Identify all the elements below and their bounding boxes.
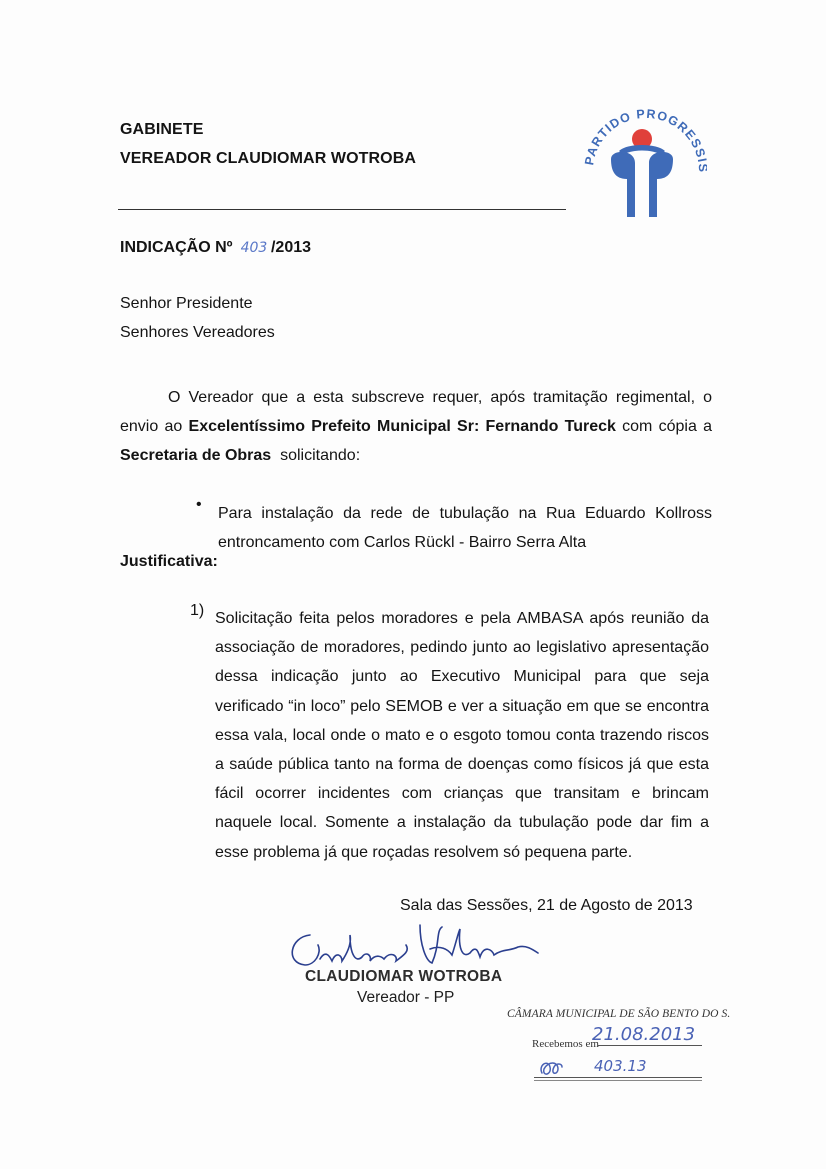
header-gabinete: GABINETE [120,121,204,138]
bullet-marker: • [196,496,202,513]
logo-left-shape [611,152,635,217]
salutation-president: Senhor Presidente [120,295,253,312]
justificativa-text: Solicitação feita pelos moradores e pela AMBASA após reunião da associação de moradores, pedindo junto ao legislativo apresentação dessa indicação junto ao Executivo Municipal para que seja verificado “in loco” pelo SEMOB e ver a situação em que se encontra essa vala, local onde o mato e o esgoto tomou conta trazendo riscos a saúde pública tanto na forma de doenças como físicos já que esta fácil ocorrer incidentes com crianças que transitam e brincam naquele local. Somente a instalação da tubulação pode dar fim a esse problema já que roçadas resolvem só pequena parte. [215,610,709,861]
signature-role: Vereador - PP [357,989,455,1006]
request-text-e: solicitando: [271,447,361,464]
stamp-initials [536,1055,566,1079]
request-text-c: com cópia a [615,418,712,435]
logo-text-left: PARTIDO [582,109,634,167]
justificativa-title: Justificativa: [120,553,218,570]
request-text-a: O Vereador que a esta subscreve requer, após tramitação regimental, o envio ao [120,389,712,435]
stamp-title: CÂMARA MUNICIPAL DE SÃO BENTO DO S. [507,1008,731,1020]
request-recipient: Excelentíssimo Prefeito Municipal Sr: Fernando Tureck [188,418,616,435]
party-logo [575,99,707,225]
justificativa-number: 1) [190,602,205,619]
logo-right-shape [649,152,673,217]
header-divider [118,209,566,210]
stamp-received-label: Recebemos em [532,1038,599,1050]
stamp-received-date: 21.08.2013 [592,1024,696,1045]
indicacao-line [120,239,311,257]
bullet-text: Para instalação da rede de tubulação na Rua Eduardo Kollross entroncamento com Carlos Rückl - Bairro Serra Alta [218,505,712,551]
party-logo-graphic [575,99,707,225]
stamp-protocol-line [534,1077,702,1078]
indicacao-year: /2013 [270,239,312,256]
signature-name: CLAUDIOMAR WOTROBA [305,968,503,985]
logo-text-top: PROGRESS [635,106,707,160]
handwritten-signature [280,915,540,975]
stamp-date-line [598,1045,702,1046]
closing-place-date: Sala das Sessões, 21 de Agosto de 2013 [400,897,693,914]
indicacao-label: INDICAÇÃO Nº [120,239,233,256]
header-vereador: VEREADOR CLAUDIOMAR WOTROBA [120,150,417,167]
request-paragraph [120,383,712,470]
salutation-councilors: Senhores Vereadores [120,324,275,341]
indicacao-number: 403 [240,240,268,256]
stamp-protocol-line-2 [534,1080,702,1081]
request-secretaria: Secretaria de Obras [120,447,272,464]
stamp-protocol: 403.13 [594,1057,647,1075]
